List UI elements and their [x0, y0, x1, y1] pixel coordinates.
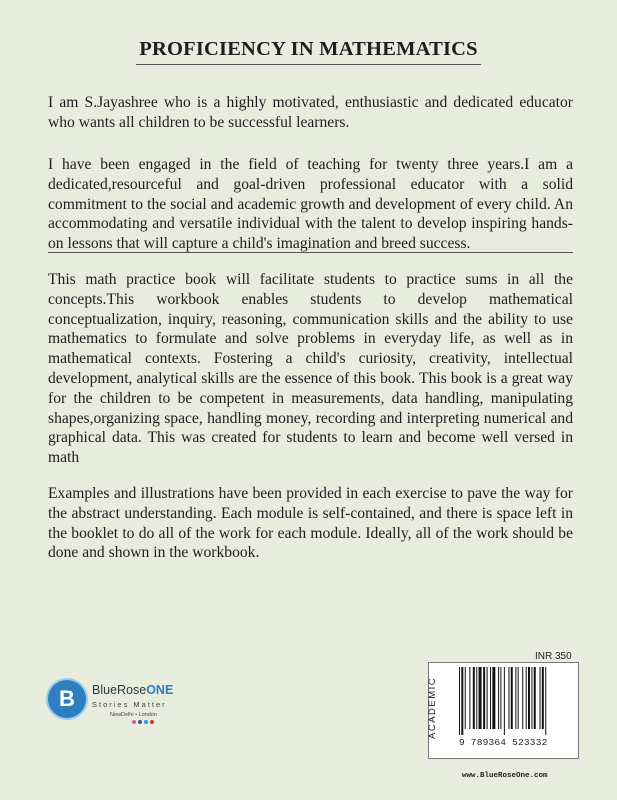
publisher-cities: NewDelhi • London: [110, 712, 157, 718]
publisher-name-part2: ONE: [146, 683, 174, 697]
publisher-website: www.BlueRoseOne.com: [462, 772, 548, 780]
facebook-icon: [138, 720, 142, 724]
publisher-logo: [48, 680, 208, 740]
twitter-icon: [144, 720, 148, 724]
barcode-image: [459, 667, 572, 735]
publisher-name: [92, 683, 173, 697]
book-title: PROFICIENCY IN MATHEMATICS: [139, 38, 478, 60]
intro-paragraph: I am S.Jayashree who is a highly motivated, enthusiastic and dedicated educator who wants all children to be successful learners.: [48, 94, 573, 131]
examples-paragraph: Examples and illustrations have been provided in each exercise to pave the way for the abstract understanding. Each module is self-contained, and there is space left in the booklet to do all of the work for each module. Ideally, all of the work should be done and shown in the workbook.: [48, 485, 573, 562]
book-description-paragraph: This math practice book will facilitate students to practice sums in all the concepts.This workbook enables students to develop mathematical conceptualization, inquiry, reasoning, communication skills and the ability to use mathematics to formulate and solve problems in everyday life, as well as in mathematical contexts. Fostering a child's curiosity, creativity, intellectual development, analytical skills are the essence of this book. This book is a great way for the children to be competent in measurements, data handling, manipulating shapes,organizing space, handling money, recording and interpreting numerical and graphical data. This was created for students to learn and become well versed in math: [48, 271, 573, 467]
publisher-name-part1: BlueRose: [92, 683, 147, 697]
publisher-tagline: Stories Matter: [92, 700, 167, 709]
experience-paragraph: I have been engaged in the field of teaching for twenty three years.I am a dedicated,resourceful and goal-driven professional educator with a solid commitment to the social and academic growth and development of every child. An accommodating and versatile individual with the talent to develop inspiring hands-on lessons that will capture a child's imagination and breed success.: [48, 156, 573, 253]
price-label: INR 350: [535, 651, 572, 662]
barcode-panel: [428, 662, 579, 759]
instagram-icon: [132, 720, 136, 724]
youtube-icon: [150, 720, 154, 724]
logo-emblem-icon: B: [48, 680, 86, 718]
category-label: ACADEMIC: [427, 676, 438, 739]
section-divider: [48, 252, 573, 253]
title-underline: [136, 64, 481, 65]
isbn-digits: 9 789364 523332: [459, 737, 548, 748]
social-icons: [132, 720, 154, 724]
